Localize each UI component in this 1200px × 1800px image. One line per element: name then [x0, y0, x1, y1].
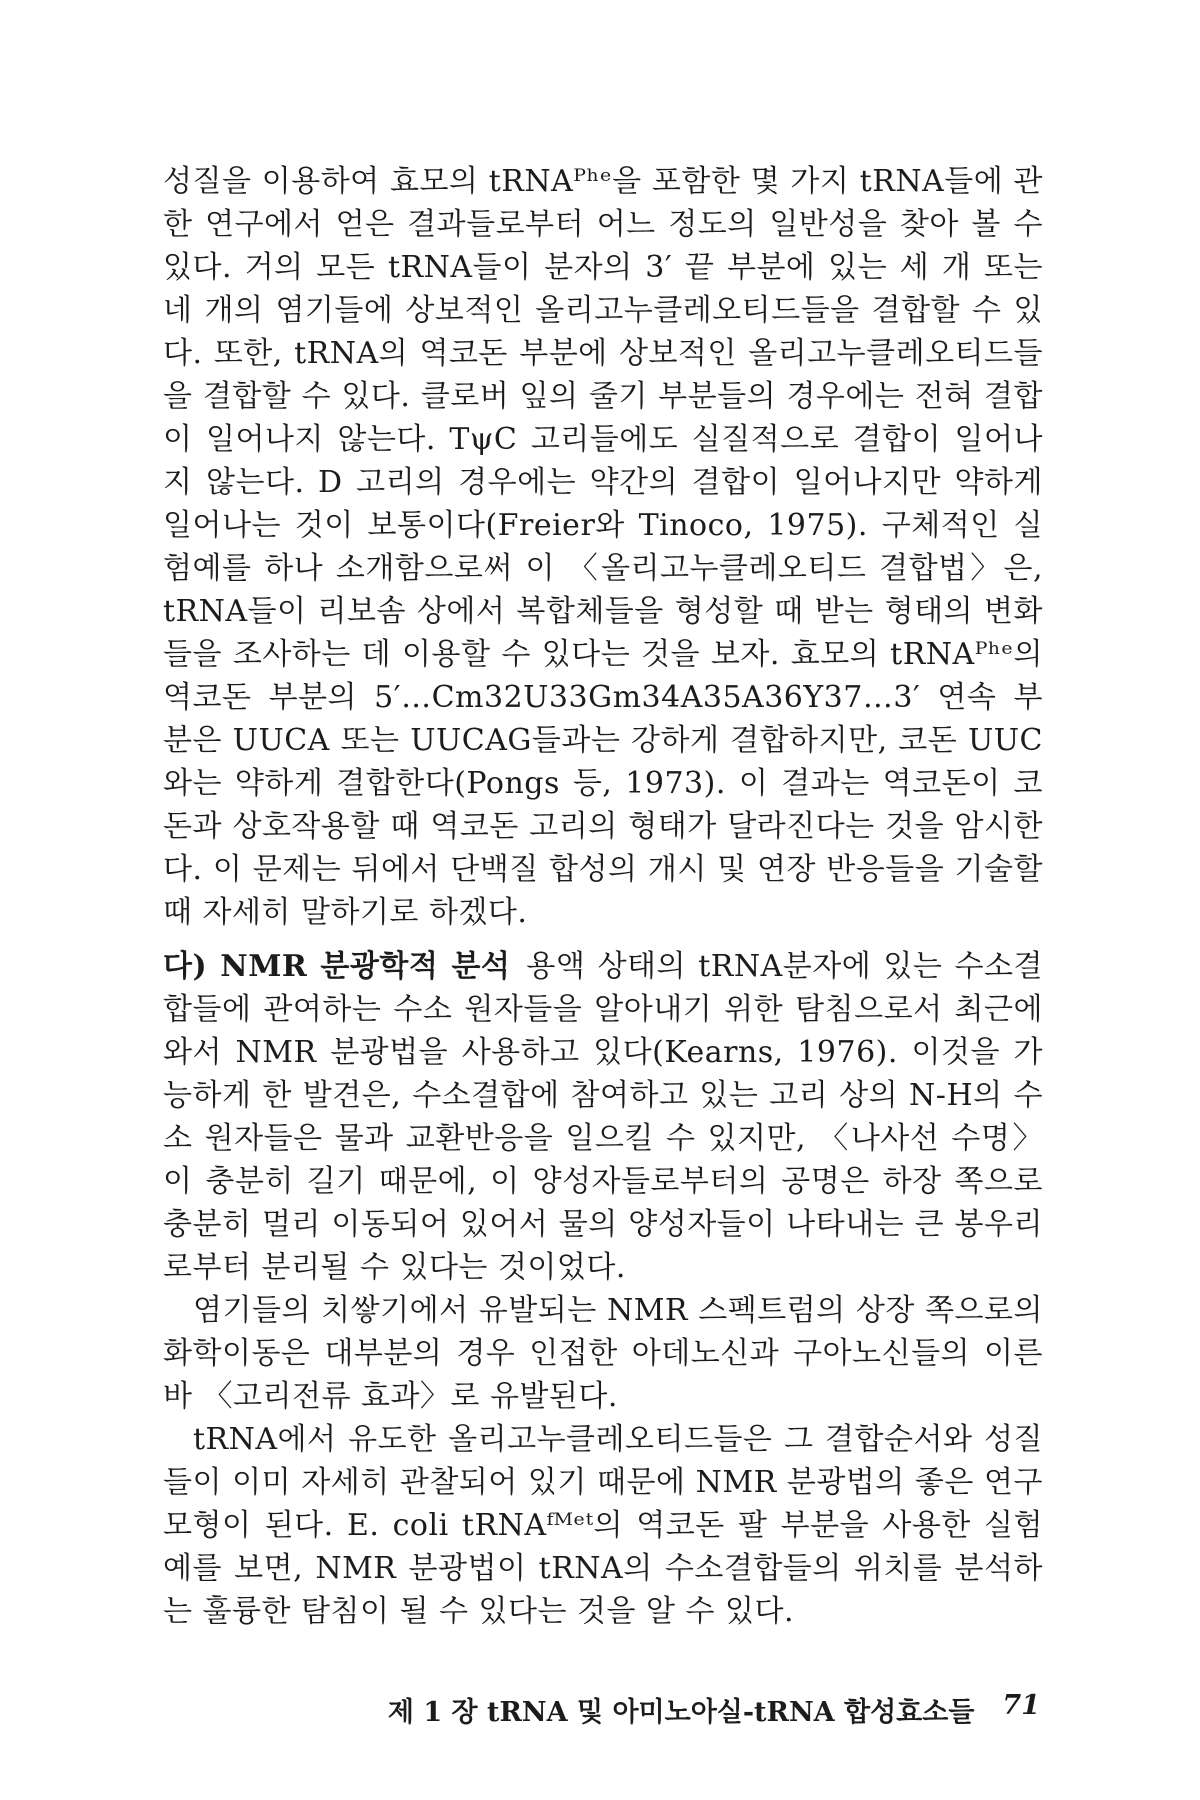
paragraph-nmr-body: 용액 상태의 tRNA분자에 있는 수소결합들에 관여하는 수소 원자들을 알아내기 위한 탐침으로서 최근에 와서 NMR 분광법을 사용하고 있다(Kearns, 1976). 이것을 가능하게 한 발견은, 수소결합에 참여하고 있는 고리 상의 N-H의 수소 원자들은 물과 교환반응을 일으킬 수 있지만, 〈나사선 수명〉이 충분히 길기 때문에, 이 양성자들로부터의 공명은 하장 쪽으로 충분히 멀리 이동되어 있어서 물의 양성자들이 나타내는 큰 봉우리로부터 분리될 수 있다는 것이었다. — [163, 949, 1043, 1285]
paragraph-trna-oligonucleotide-binding: 성질을 이용하여 효모의 tRNAᴾʰᵉ을 포함한 몇 가지 tRNA들에 관한 연구에서 얻은 결과들로부터 어느 정도의 일반성을 찾아 볼 수 있다. 거의 모든 tRNA들이 분자의 3′ 끝 부분에 있는 세 개 또는 네 개의 염기들에 상보적인 올리고누클레오티드들을 결합할 수 있다. 또한, tRNA의 역코돈 부분에 상보적인 올리고누클레오티드들을 결합할 수 있다. 클로버 잎의 줄기 부분들의 경우에는 전혀 결합이 일어나지 않는다. TψC 고리들에도 실질적으로 결합이 일어나지 않는다. D 고리의 경우에는 약간의 결합이 일어나지만 약하게 일어나는 것이 보통이다(Freier와 Tinoco, 1975). 구체적인 실험예를 하나 소개함으로써 이 〈올리고누클레오티드 결합법〉은, tRNA들이 리보솜 상에서 복합체들을 형성할 때 받는 형태의 변화들을 조사하는 데 이용할 수 있다는 것을 보자. 효모의 tRNAᴾʰᵉ의 역코돈 부분의 5′…Cm32U33Gm34A35A36Y37…3′ 연속 부분은 UUCA 또는 UUCAG들과는 강하게 결합하지만, 코돈 UUC와는 약하게 결합한다(Pongs 등, 1973). 이 결과는 역코돈이 코돈과 상호작용할 때 역코돈 고리의 형태가 달라진다는 것을 암시한다. 이 문제는 뒤에서 단백질 합성의 개시 및 연장 반응들을 기술할 때 자세히 말하기로 하겠다. — [163, 164, 1043, 930]
section-heading-nmr: 다) NMR 분광학적 분석 — [163, 949, 511, 984]
page-footer — [387, 1690, 1040, 1729]
running-footer-chapter-title: 제 1 장 tRNA 및 아미노아실-tRNA 합성효소들 — [387, 1697, 975, 1728]
paragraph-ring-current: 염기들의 치쌓기에서 유발되는 NMR 스펙트럼의 상장 쪽으로의 화학이동은 대부분의 경우 인접한 아데노신과 구아노신들의 이른바 〈고리전류 효과〉로 유발된다. — [163, 1293, 1043, 1414]
paragraph-nmr-intro — [163, 945, 1043, 1289]
body-text-top — [163, 160, 1043, 934]
page-number: 71 — [1002, 1690, 1040, 1721]
body-text-nmr — [163, 945, 1043, 1633]
paragraph-oligonucleotide-model: tRNA에서 유도한 올리고누클레오티드들은 그 결합순서와 성질들이 이미 자세히 관찰되어 있기 때문에 NMR 분광법의 좋은 연구 모형이 된다. E. coli tRNAᶠᴹᵉᵗ의 역코돈 팔 부분을 사용한 실험 예를 보면, NMR 분광법이 tRNA의 수소결합들의 위치를 분석하는 훌륭한 탐침이 될 수 있다는 것을 알 수 있다. — [163, 1422, 1043, 1629]
